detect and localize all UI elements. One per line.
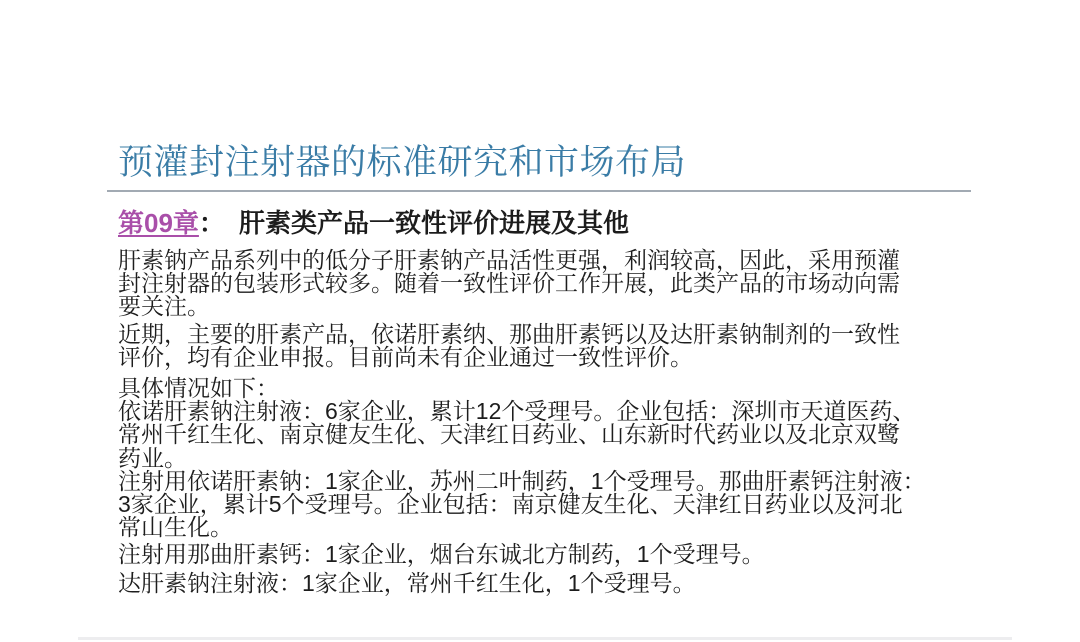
paragraph-dalteparin-injection bbox=[118, 569, 974, 596]
text-line: 注射用依诺肝素钠：1家企业，苏州二叶制药，1个受理号。那曲肝素钙注射液： bbox=[118, 467, 926, 494]
text-line: 依诺肝素钠注射液：6家企业，累计12个受理号。企业包括：深圳市天道医药、 bbox=[118, 398, 916, 425]
body-text-block bbox=[118, 249, 974, 595]
bottom-divider-line bbox=[78, 637, 1012, 640]
paragraph-nadroparin-for-injection bbox=[118, 543, 974, 566]
chapter-colon: ： bbox=[198, 208, 225, 238]
text-line: 近期，主要的肝素产品，依诺肝素纳、那曲肝素钙以及达肝素钠制剂的一致性 bbox=[118, 320, 900, 347]
paragraph-details-header bbox=[118, 377, 974, 400]
paragraph-enoxaparin-for-injection bbox=[118, 467, 974, 541]
text-line: 封注射器的包装形式较多。随着一致性评价工作开展，此类产品的市场动向需 bbox=[118, 270, 900, 297]
paragraph-enoxaparin-injection bbox=[118, 400, 974, 470]
text-line: 要关注。 bbox=[118, 293, 210, 320]
slide-title: 预灌封注射器的标准研究和市场布局 bbox=[118, 143, 687, 182]
text-line: 达肝素钠注射液：1家企业，常州千红生化，1个受理号。 bbox=[118, 569, 696, 596]
title-divider-line bbox=[107, 190, 971, 192]
chapter-number-link[interactable]: 第09章 bbox=[118, 208, 199, 238]
text-line: 3家企业，累计5个受理号。企业包括：南京健友生化、天津红日药业以及河北 bbox=[118, 491, 903, 518]
chapter-title: 肝素类产品一致性评价进展及其他 bbox=[238, 208, 629, 238]
text-line: 注射用那曲肝素钙：1家企业，烟台东诚北方制药，1个受理号。 bbox=[118, 541, 765, 568]
text-line: 常山生化。 bbox=[118, 514, 233, 541]
paragraph-intro bbox=[118, 249, 974, 319]
chapter-heading bbox=[118, 208, 629, 238]
text-line: 具体情况如下： bbox=[118, 375, 279, 402]
text-line: 常州千红生化、南京健友生化、天津红日药业、山东新时代药业以及北京双鹭 bbox=[118, 421, 900, 448]
text-line: 评价，均有企业申报。目前尚未有企业通过一致性评价。 bbox=[118, 343, 693, 370]
text-line: 药业。 bbox=[118, 444, 187, 471]
paragraph-recent-status bbox=[118, 320, 974, 370]
text-line: 肝素钠产品系列中的低分子肝素钠产品活性更强，利润较高，因此，采用预灌 bbox=[118, 247, 900, 273]
